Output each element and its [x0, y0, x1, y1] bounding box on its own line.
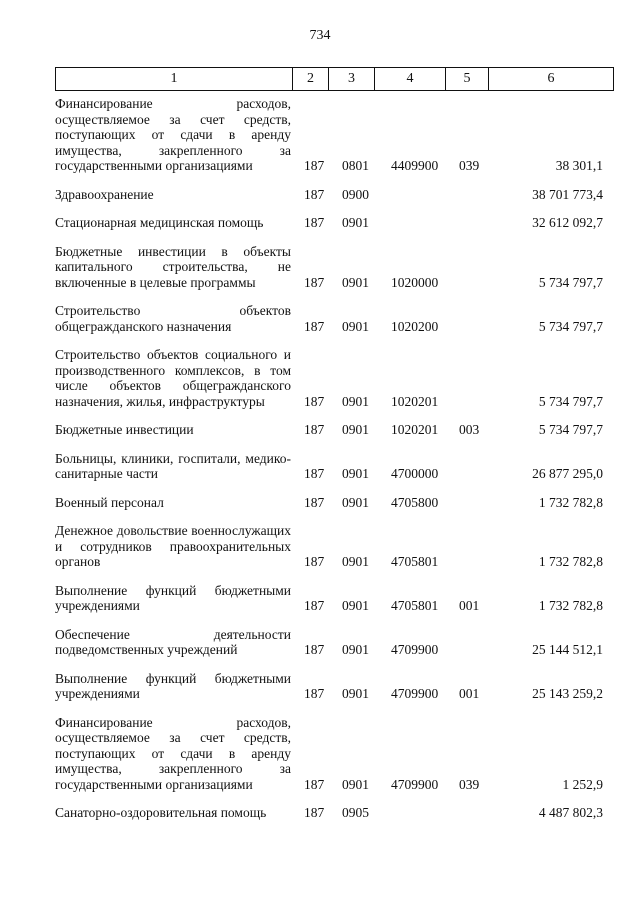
- row-col-6: 1 252,9: [562, 776, 603, 792]
- row-col-3: 0901: [342, 318, 369, 334]
- table-row: [55, 347, 603, 422]
- table-row: [55, 627, 603, 671]
- table-row: [55, 671, 603, 715]
- table-row: [55, 805, 603, 834]
- row-col-5: [453, 215, 499, 244]
- row-col-5: 001: [459, 598, 480, 613]
- row-col-6: 26 877 295,0: [532, 466, 603, 481]
- row-col-2: 187: [304, 318, 325, 334]
- row-col-4: 4705801: [391, 554, 439, 569]
- row-col-6: 1 732 782,8: [538, 494, 603, 510]
- row-col-3: 0901: [342, 274, 369, 290]
- row-col-3: 0901: [342, 686, 369, 701]
- row-col-2: 187: [304, 642, 325, 657]
- row-name: Больницы, клиники, госпитали, медико-санитарные части: [55, 450, 291, 481]
- row-name: Денежное довольствие военнослужащих и сотрудников правоохранительных органов: [55, 523, 291, 569]
- row-col-3: 0900: [342, 186, 369, 202]
- row-col-3: 0901: [342, 776, 369, 792]
- row-col-4: 4705801: [391, 598, 439, 613]
- row-col-3: 0901: [342, 466, 369, 481]
- row-col-6: 38 301,1: [555, 158, 603, 173]
- row-col-4: 4709900: [391, 642, 439, 657]
- row-col-6: 4 487 802,3: [538, 805, 603, 820]
- row-col-4: [386, 805, 453, 834]
- row-col-2: 187: [304, 274, 325, 290]
- row-col-4: 1020000: [391, 274, 439, 290]
- row-name: Стационарная медицинская помощь: [55, 215, 264, 230]
- row-name: Строительство объектов общегражданского назначения: [55, 303, 291, 334]
- row-col-2: 187: [304, 393, 325, 409]
- row-col-5: [453, 244, 499, 304]
- row-col-2: 187: [304, 554, 325, 569]
- table-row: [55, 495, 603, 524]
- column-header-4: 4: [375, 68, 446, 91]
- row-col-5: 039: [459, 158, 480, 173]
- column-header-5: 5: [446, 68, 489, 91]
- row-name: Строительство объектов социального и производственного комплексов, в том числе объектов общегражданского назначения, жилья, инфраструктуры: [55, 347, 291, 409]
- column-header-3: 3: [329, 68, 375, 91]
- row-name: Обеспечение деятельности подведомственных учреждений: [55, 626, 291, 657]
- table-row: [55, 244, 603, 304]
- table-row: [55, 451, 603, 495]
- column-header-table: [55, 67, 614, 91]
- row-name: Бюджетные инвестиции в объекты капитального строительства, не включенные в целевые программы: [55, 243, 291, 290]
- row-col-4: 4409900: [391, 158, 439, 173]
- row-col-5: [453, 187, 499, 216]
- row-col-5: [453, 627, 499, 671]
- column-header-2: 2: [293, 68, 329, 91]
- row-col-2: 187: [304, 494, 325, 510]
- table-row: [55, 303, 603, 347]
- row-col-2: 187: [304, 215, 325, 230]
- row-col-2: 187: [304, 776, 325, 792]
- row-col-5: [453, 347, 499, 422]
- row-col-6: 5 734 797,7: [538, 393, 603, 409]
- row-col-6: 1 732 782,8: [538, 554, 603, 569]
- row-col-5: [453, 805, 499, 834]
- column-header-6: 6: [489, 68, 614, 91]
- table-row: [55, 187, 603, 216]
- row-col-2: 187: [304, 598, 325, 613]
- row-name: Выполнение функций бюджетными учреждениями: [55, 670, 291, 701]
- row-name: Бюджетные инвестиции: [55, 422, 194, 437]
- row-col-6: 5 734 797,7: [538, 318, 603, 334]
- row-col-6: 5 734 797,7: [538, 274, 603, 290]
- row-col-3: 0901: [342, 554, 369, 569]
- table-row: [55, 523, 603, 583]
- budget-table-body: [55, 96, 603, 834]
- row-name: Финансирование расходов, осуществляемое за счет средств, поступающих от сдачи в аренду имущества, закрепленного за государственными организациями: [55, 96, 291, 173]
- row-col-2: 187: [304, 422, 325, 437]
- row-name: Здравоохранение: [55, 186, 154, 202]
- row-name: Выполнение функций бюджетными учреждениями: [55, 582, 291, 613]
- row-col-4: [386, 215, 453, 244]
- page-number: 734: [309, 28, 331, 43]
- row-col-2: 187: [304, 158, 325, 173]
- row-col-4: 1020200: [391, 318, 439, 334]
- row-col-2: 187: [304, 466, 325, 481]
- row-col-6: 5 734 797,7: [538, 422, 603, 437]
- row-name: Санаторно-оздоровительная помощь: [55, 805, 267, 820]
- row-col-5: [453, 451, 499, 495]
- row-col-6: 25 144 512,1: [532, 642, 603, 657]
- row-col-6: 32 612 092,7: [532, 215, 603, 230]
- row-col-3: 0901: [342, 642, 369, 657]
- table-row: [55, 215, 603, 244]
- table-row: [55, 583, 603, 627]
- table-row: [55, 422, 603, 451]
- row-col-3: 0901: [342, 598, 369, 613]
- row-col-4: 1020201: [391, 393, 439, 409]
- row-col-4: 4705800: [391, 494, 439, 510]
- row-col-6: 38 701 773,4: [532, 186, 603, 202]
- budget-table: [55, 96, 603, 834]
- row-col-3: 0901: [342, 494, 369, 510]
- row-col-2: 187: [304, 805, 325, 820]
- row-col-5: 039: [459, 776, 480, 792]
- row-col-3: 0901: [342, 215, 369, 230]
- row-col-5: [453, 495, 499, 524]
- row-col-3: 0901: [342, 393, 369, 409]
- row-col-5: 003: [459, 422, 480, 437]
- row-col-6: 25 143 259,2: [532, 686, 603, 701]
- row-col-2: 187: [304, 686, 325, 701]
- table-row: [55, 96, 603, 187]
- row-col-6: 1 732 782,8: [538, 598, 603, 613]
- row-col-5: [453, 303, 499, 347]
- row-col-4: 1020201: [391, 422, 439, 437]
- row-col-4: 4709900: [391, 686, 439, 701]
- row-name: Военный персонал: [55, 494, 164, 510]
- row-col-3: 0905: [342, 805, 369, 820]
- row-col-4: [386, 187, 453, 216]
- row-col-3: 0801: [342, 158, 369, 173]
- row-col-3: 0901: [342, 422, 369, 437]
- row-col-4: 4700000: [391, 466, 439, 481]
- row-col-4: 4709900: [391, 776, 439, 792]
- row-col-5: [453, 523, 499, 583]
- row-name: Финансирование расходов, осуществляемое за счет средств, поступающих от сдачи в аренду имущества, закрепленного за государственными организациями: [55, 714, 291, 792]
- row-col-5: 001: [459, 686, 480, 701]
- column-header-row: [56, 68, 614, 91]
- table-row: [55, 715, 603, 806]
- column-header-1: 1: [56, 68, 293, 91]
- row-col-2: 187: [304, 186, 325, 202]
